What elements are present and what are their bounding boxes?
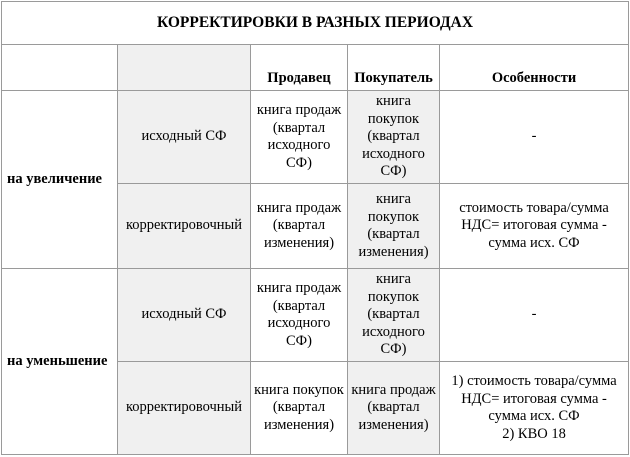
row-type: корректировочный	[118, 362, 251, 455]
cell-seller: книга покупок (квартал изменения)	[251, 362, 348, 455]
cell-features: стоимость товара/сумма НДС= итоговая сумма - сумма исх. СФ	[440, 184, 629, 269]
features-item-2: 2) КВО 18	[502, 425, 566, 442]
table-title: КОРРЕКТИРОВКИ В РАЗНЫХ ПЕРИОДАХ	[2, 2, 629, 45]
table-row	[2, 91, 629, 184]
header-seller: Продавец	[251, 45, 348, 91]
row-type: исходный СФ	[118, 269, 251, 362]
row-type: исходный СФ	[118, 91, 251, 184]
cell-seller: книга продаж (квартал исходного СФ)	[251, 91, 348, 184]
cell-features: -	[440, 269, 629, 362]
cell-seller: книга продаж (квартал изменения)	[251, 184, 348, 269]
header-empty-type	[118, 45, 251, 91]
corrections-table	[1, 1, 629, 455]
header-features: Особенности	[440, 45, 629, 91]
group-decrease: на уменьшение	[2, 269, 118, 455]
cell-buyer: книга покупок (квартал исходного СФ)	[348, 269, 440, 362]
cell-features: -	[440, 91, 629, 184]
features-item-1: 1) стоимость товара/сумма НДС= итоговая сумма - сумма исх. СФ	[451, 373, 617, 424]
table-row	[2, 269, 629, 362]
row-type: корректировочный	[118, 184, 251, 269]
group-increase: на увеличение	[2, 91, 118, 269]
header-buyer: Покупатель	[348, 45, 440, 91]
cell-seller: книга продаж (квартал исходного СФ)	[251, 269, 348, 362]
cell-buyer: книга покупок (квартал изменения)	[348, 184, 440, 269]
cell-features	[440, 362, 629, 455]
cell-buyer: книга покупок (квартал исходного СФ)	[348, 91, 440, 184]
cell-buyer: книга продаж (квартал изменения)	[348, 362, 440, 455]
header-empty-group	[2, 45, 118, 91]
